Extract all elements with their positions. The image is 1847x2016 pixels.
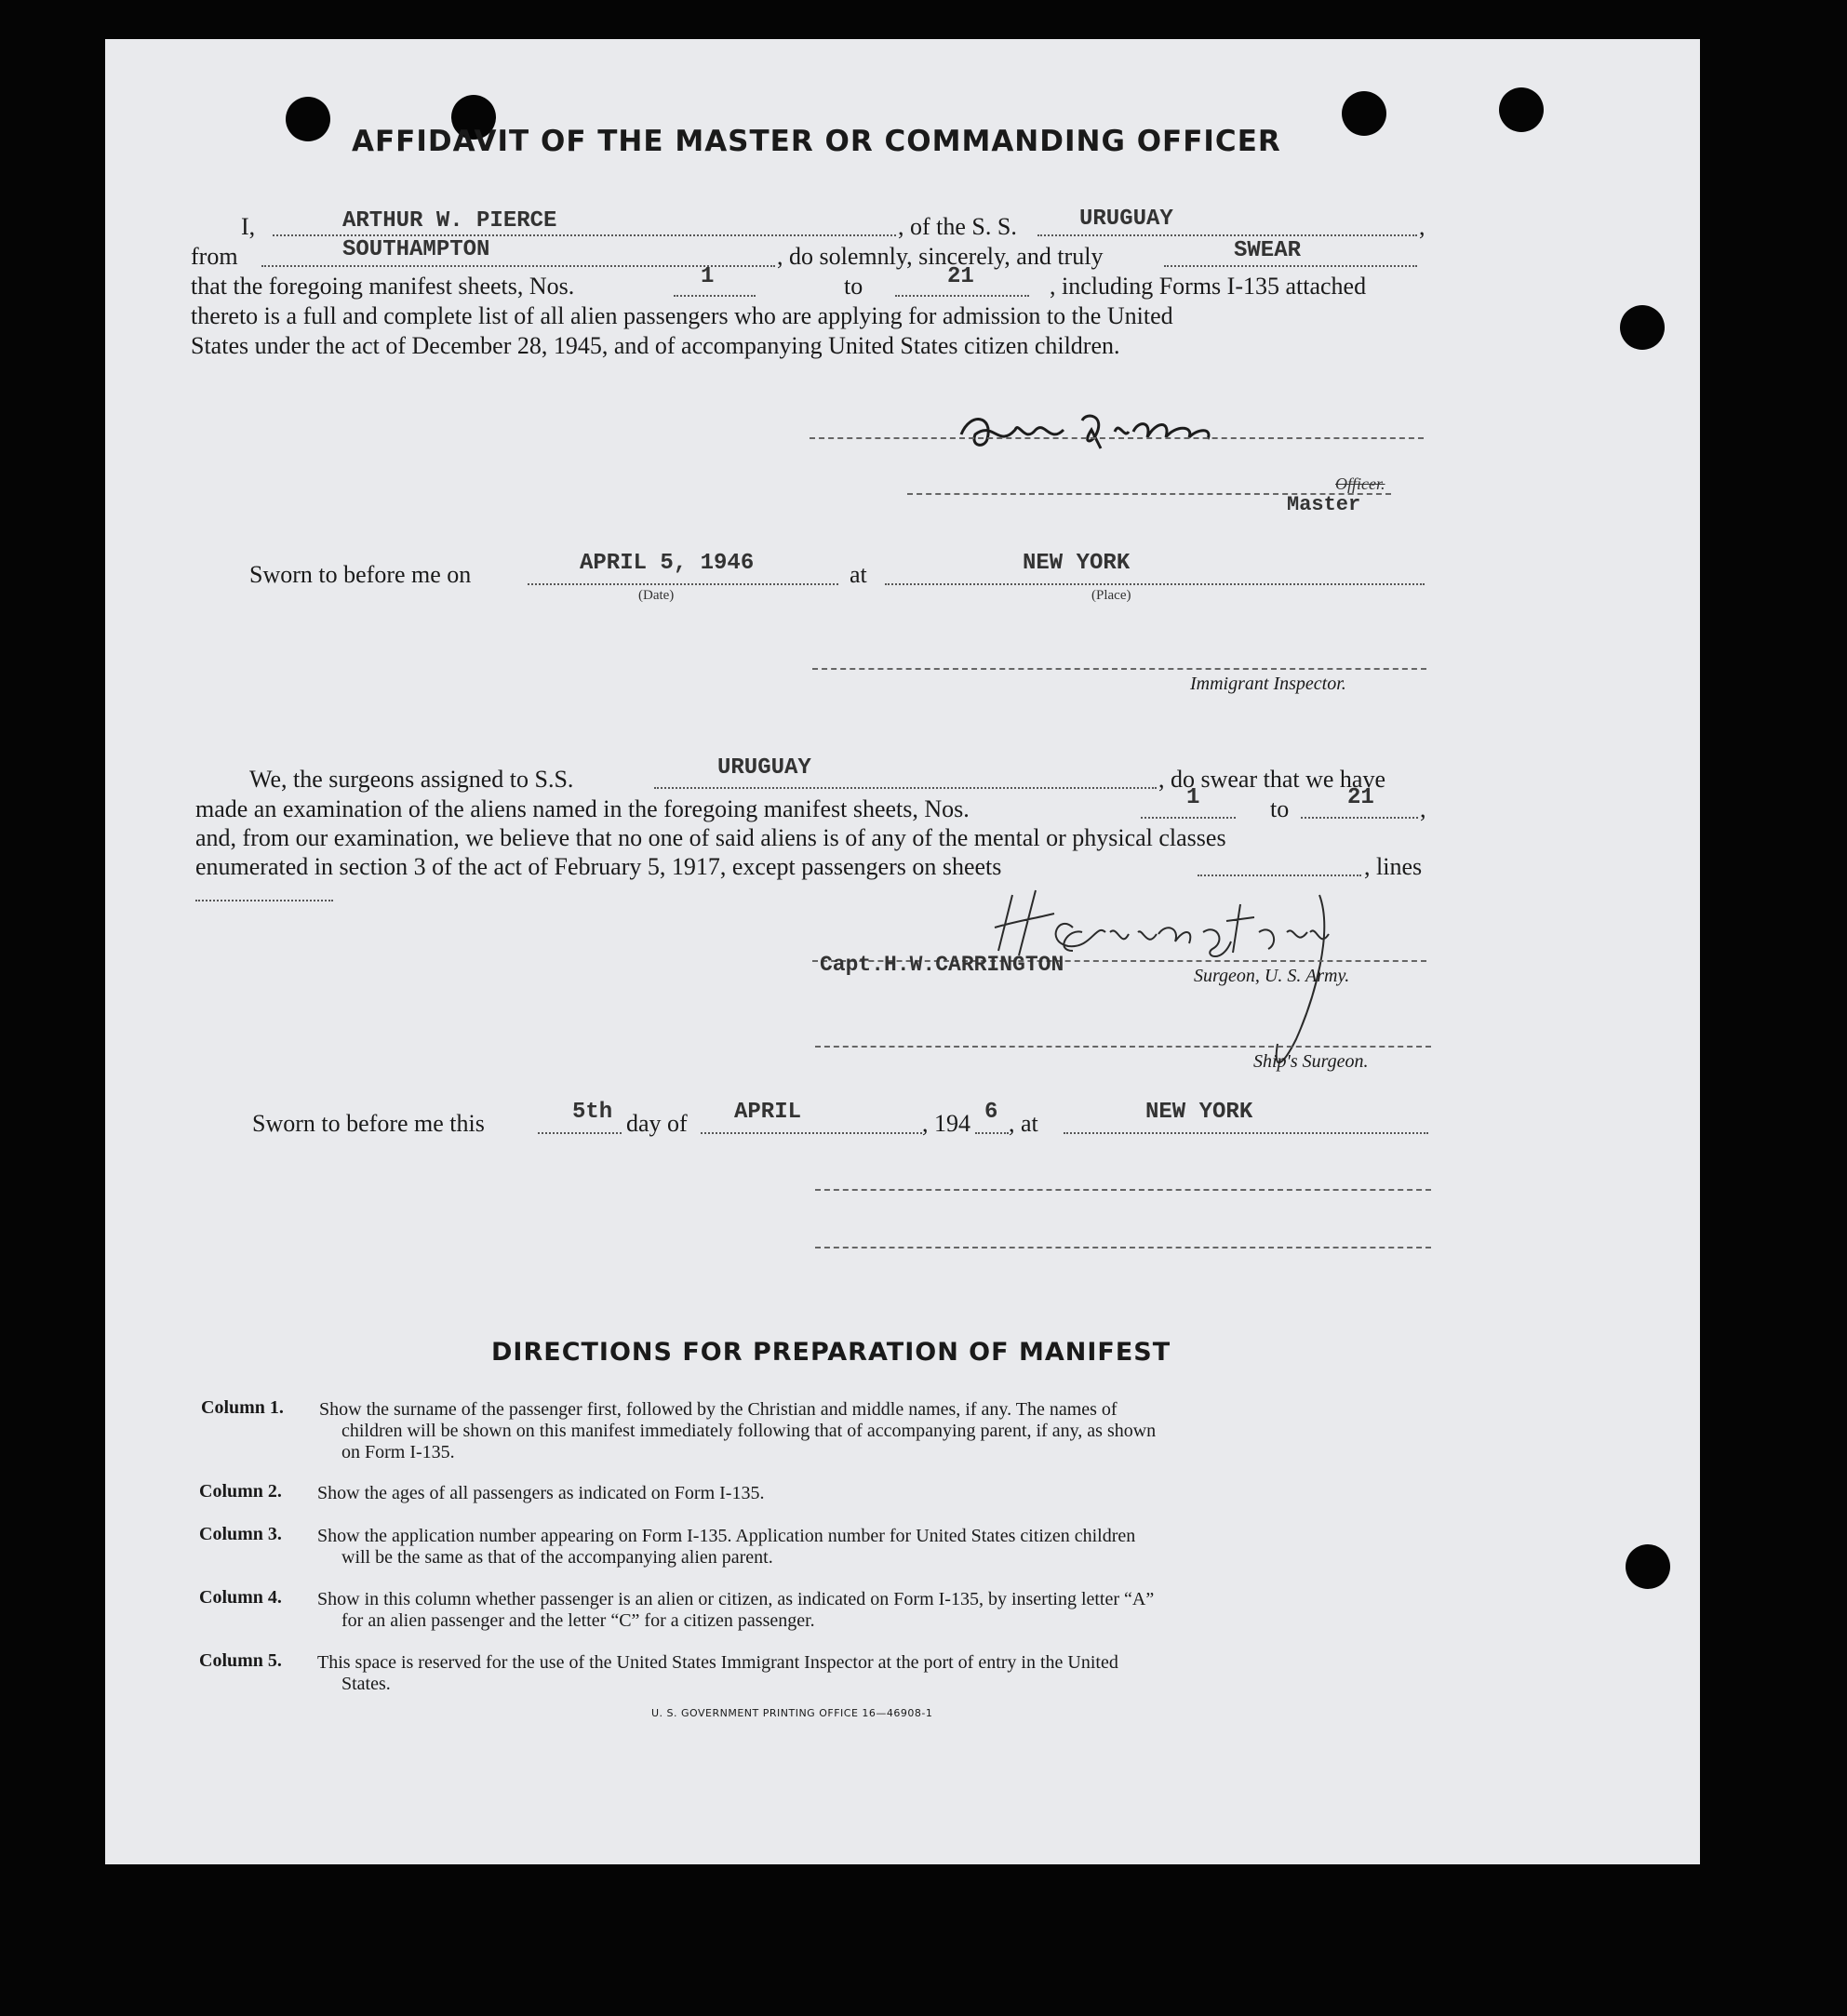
surgeons-at-label: , at [1009,1110,1038,1137]
surgeons-line-2-prefix: made an examination of the aliens named in the foregoing manifest sheets, Nos. [195,795,970,822]
affidavit-line-1-prefix: I, [241,213,256,240]
master-name: ARTHUR W. PIERCE [342,208,557,234]
punch-hole [1499,87,1544,132]
surgeons-ship-field [654,787,1157,789]
sworn-place-field [885,583,1425,585]
direction-label: Column 1. [201,1397,284,1418]
printing-office-footer: U. S. GOVERNMENT PRINTING OFFICE 16—46908-1 [651,1707,933,1719]
affidavit-line-2-prefix: from [191,243,238,270]
affidavit-line-3-suffix: , including Forms I-135 attached [1050,273,1367,300]
surgeons-place-field [1064,1132,1428,1134]
master-signature-line [810,437,1424,439]
sheet-to: 21 [947,264,974,289]
sworn-date-field [528,583,838,585]
surgeons-line-3: and, from our examination, we believe that no one of said aliens is of any of the mental or physical classes [195,824,1226,851]
affidavit-line-4: thereto is a full and complete list of all alien passengers who are applying for admission to the United [191,302,1173,329]
surgeons-line-1-prefix: We, the surgeons assigned to S.S. [249,766,574,793]
oath-word: SWEAR [1234,238,1302,263]
place-caption: (Place) [1091,588,1131,603]
punch-hole [1620,305,1665,350]
direction-text: This space is reserved for the use of the United States Immigrant Inspector at the port of entry in the United [317,1652,1118,1673]
directions-title: DIRECTIONS FOR PREPARATION OF MANIFEST [491,1338,1171,1367]
year-prefix: , 194 [922,1110,970,1137]
direction-text: Show in this column whether passenger is an alien or citizen, as indicated on Form I-135, by inserting letter “A” [317,1589,1155,1609]
ships-surgeon-line [815,1046,1431,1048]
document-page [105,39,1700,1864]
sheet-to-field [895,295,1029,297]
direction-label: Column 4. [199,1587,282,1608]
surgeons-line-4-prefix: enumerated in section 3 of the act of February 5, 1917, except passengers on sheets [195,853,1002,880]
direction-text: will be the same as that of the accompanying alien parent. [341,1547,773,1568]
surgeons-sheet-to-field [1301,817,1418,819]
surgeons-sworn-label: Sworn to before me this [252,1110,485,1137]
sworn-month: APRIL [734,1100,802,1125]
comma: , [1420,795,1426,822]
direction-label: Column 3. [199,1524,282,1544]
direction-text: Show the ages of all passengers as indicated on Form I-135. [317,1483,765,1503]
from-port: SOUTHAMPTON [342,237,490,262]
sworn-day: 5th [572,1100,613,1125]
surgeons-sheet-to: 21 [1347,785,1374,810]
affidavit-line-3-prefix: that the foregoing manifest sheets, Nos. [191,273,575,300]
surgeons-place: NEW YORK [1145,1100,1253,1125]
surgeons-line-1-suffix: , do swear that we have [1158,766,1386,793]
direction-text: Show the surname of the passenger first, followed by the Christian and middle names, if any. The names of [319,1399,1118,1420]
year-suffix: 6 [984,1100,998,1125]
punch-hole [286,97,330,141]
affidavit-line-2-mid: , do solemnly, sincerely, and truly [777,243,1104,270]
sworn-date: APRIL 5, 1946 [580,551,755,576]
signature-line [815,1189,1431,1191]
ship-name: URUGUAY [1079,207,1173,232]
printed-officer-label: Officer. [1335,474,1385,493]
inspector-label: Immigrant Inspector. [1190,674,1346,694]
comma: , [1419,213,1425,240]
sworn-place: NEW YORK [1023,551,1131,576]
date-caption: (Date) [638,588,675,603]
direction-text: on Form I-135. [341,1442,455,1462]
direction-text: Show the application number appearing on Form I-135. Application number for United States citizen children [317,1526,1136,1546]
affidavit-title: AFFIDAVIT OF THE MASTER OR COMMANDING OFFICER [352,125,1281,158]
army-surgeon-label: Surgeon, U. S. Army. [1194,966,1350,986]
sheet-from: 1 [701,264,715,289]
ships-surgeon-label: Ship's Surgeon. [1253,1051,1369,1072]
from-port-field [261,265,775,267]
surgeons-sheet-from: 1 [1186,785,1200,810]
direction-text: States. [341,1674,391,1694]
direction-label: Column 2. [199,1481,282,1502]
month-field [701,1132,922,1134]
master-signature [943,393,1408,467]
typed-master-title: Master [1287,493,1361,516]
signature-line [815,1247,1431,1248]
surgeons-sheet-from-field [1141,817,1236,819]
inspector-signature-line [812,668,1426,670]
sworn-at-label: at [850,561,867,588]
sworn-label: Sworn to before me on [249,561,472,588]
sheet-from-field [674,295,756,297]
surgeons-ship: URUGUAY [717,755,811,781]
surgeons-line-4-suffix: , lines [1364,853,1423,880]
punch-hole [1626,1544,1670,1589]
day-field [538,1132,622,1134]
direction-label: Column 5. [199,1650,282,1671]
day-of-label: day of [626,1110,688,1137]
except-lines-field [195,900,333,901]
master-name-field [273,234,896,236]
year-field [975,1132,1009,1134]
surgeons-line-2-to: to [1270,795,1290,822]
direction-text: children will be shown on this manifest immediately following that of accompanying parent, if any, as shown [341,1421,1157,1441]
affidavit-line-1-mid: , of the S. S. [898,213,1017,240]
affidavit-line-5: States under the act of December 28, 1945, and of accompanying United States citizen children. [191,332,1120,359]
ship-name-field [1037,234,1417,236]
affidavit-line-3-to: to [844,273,863,300]
direction-text: for an alien passenger and the letter “C” for a citizen passenger. [341,1610,815,1631]
punch-hole [1342,91,1386,136]
oath-field [1164,265,1417,267]
surgeon-typed-name: Capt.H.W.CARRINGTON [820,953,1064,977]
